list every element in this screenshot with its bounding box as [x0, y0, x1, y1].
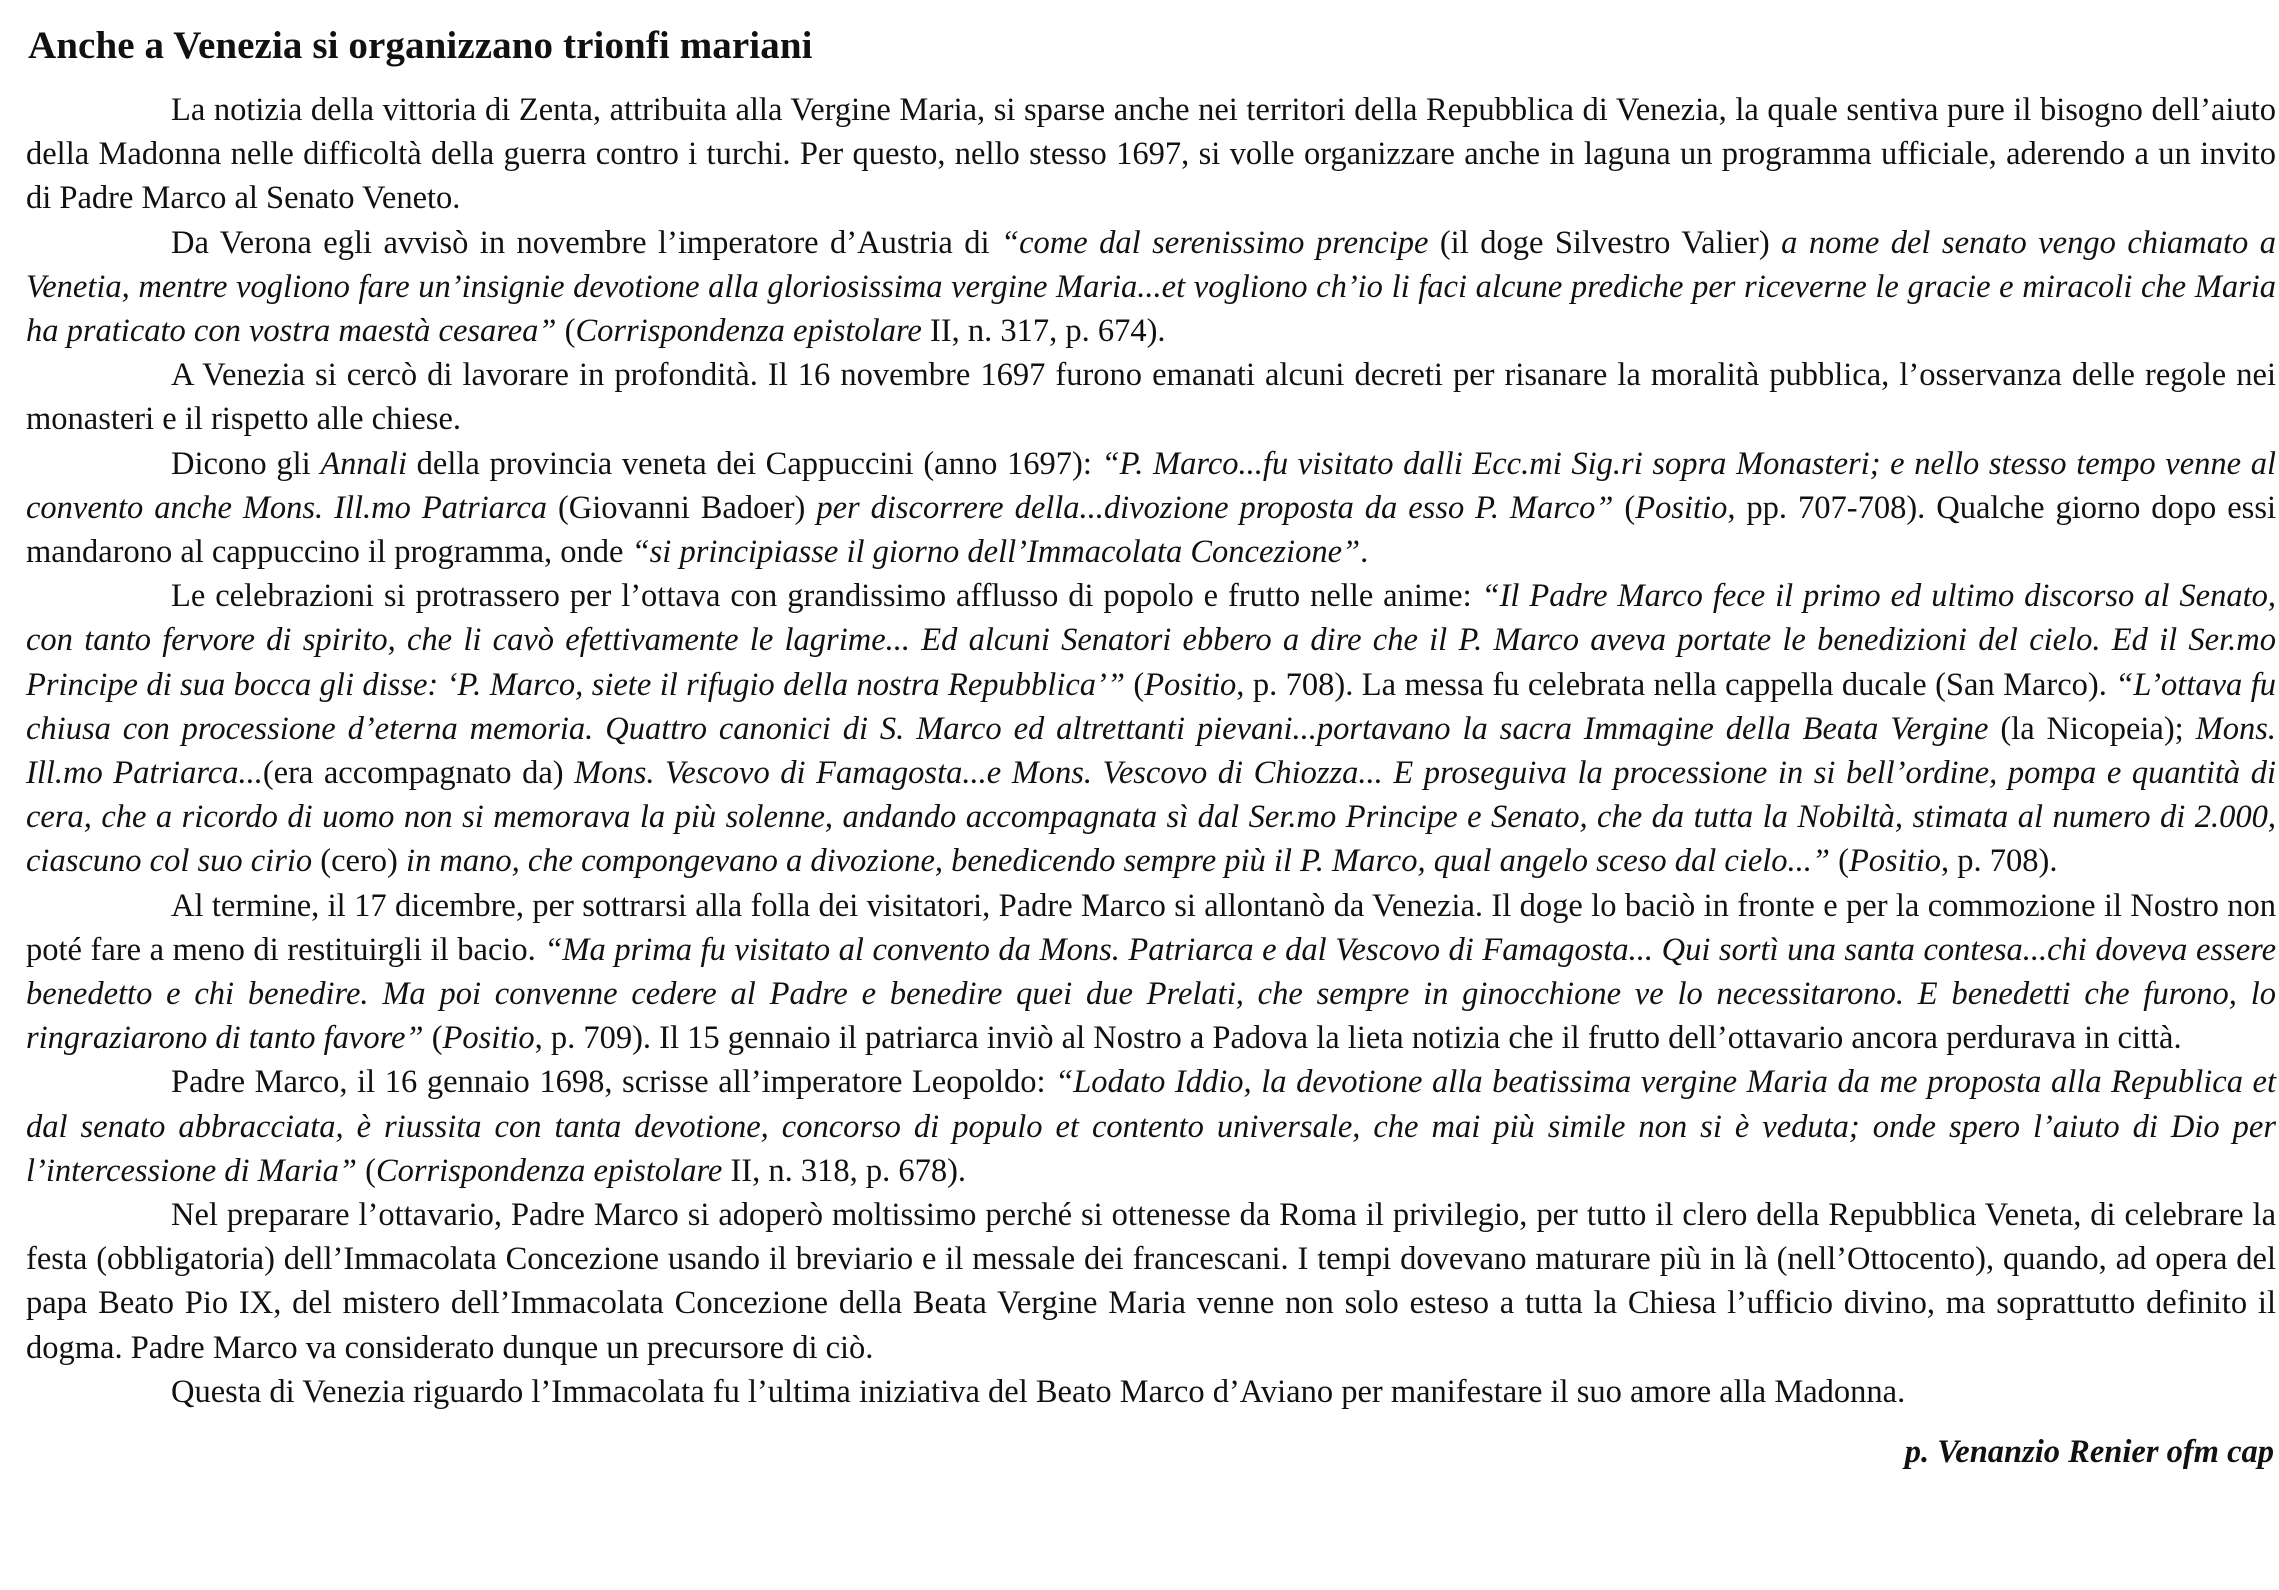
italic-quote-run: Positio [442, 1020, 535, 1057]
text-run: (Giovanni Badoer) [547, 489, 817, 526]
text-run: della provincia veneta dei Cappuccini (anno 1697): [406, 445, 1102, 482]
article-paragraph [26, 1193, 2276, 1370]
italic-quote-run: “L’ottava fu chiusa con processione d’eterna memoria. Quattro canonici di S. Marco ed altrettanti pievani...portavano la sacra Immagine della Beata Vergine [26, 666, 2276, 747]
italic-quote-run: Mons. Ill.mo Patriarca... [26, 710, 2276, 792]
article-paragraph [26, 88, 2276, 221]
italic-quote-run: “si principiasse il giorno dell’Immacolata Concezione” [631, 534, 1361, 571]
text-run: (la Nicopeia); [1988, 710, 2196, 747]
italic-quote-run: Positio [1144, 666, 1237, 703]
text-run: Padre Marco, il 16 gennaio 1698, scrisse all’imperatore Leopoldo: [171, 1064, 1056, 1101]
article-paragraph [26, 353, 2276, 441]
article-paragraph [26, 1370, 2276, 1414]
italic-quote-run: “come dal serenissimo prencipe [1001, 224, 1429, 261]
text-run: Nel preparare l’ottavario, Padre Marco si adoperò moltissimo perché si ottenesse da Roma il privilegio, per tutto il clero della Repubblica Veneta, di celebrare la festa (obbligatoria) dell’Immacolata Concezione usando il breviario e il messale dei francescani. I tempi dovevano maturare più in là (nell’Ottocento), quando, ad opera del papa Beato Pio IX, del mistero dell’Immacolata Concezione della Beata Vergine Maria venne non solo esteso a tutta la Chiesa l’ufficio divino, ma soprattutto definito il dogma. Padre Marco va considerato dunque un precursore di ciò. [26, 1197, 2276, 1366]
text-run: ( [1124, 666, 1145, 703]
text-run: . [1360, 534, 1369, 571]
italic-quote-run: Annali [320, 445, 407, 482]
text-run: Dicono gli [171, 445, 321, 482]
italic-quote-run: per discorrere della...divozione proposta da esso P. Marco” [816, 489, 1614, 526]
article-paragraph [26, 1060, 2276, 1193]
text-run: ( [356, 1152, 376, 1189]
text-run: Questa di Venezia riguardo l’Immacolata fu l’ultima iniziativa del Beato Marco d’Aviano per manifestare il suo amore alla Madonna. [171, 1373, 1906, 1410]
article-paragraph [26, 442, 2276, 575]
text-run: ( [556, 313, 576, 350]
article-page [26, 18, 2276, 1474]
text-run: II, n. 318, p. 678). [722, 1152, 967, 1189]
italic-quote-run: Positio [1635, 489, 1728, 526]
text-run: (era accompagnato da) [262, 755, 575, 792]
text-run: , p. 708). [1941, 843, 2058, 880]
text-run: , p. 709). Il 15 gennaio il patriarca inviò al Nostro a Padova la lieta notizia che il frutto dell’ottavario ancora perdurava in città. [534, 1020, 2182, 1057]
italic-quote-run: “P. Marco...fu visitato dalli Ecc.mi Sig.ri sopra Monasteri; e nello stesso tempo venne al convento anche Mons. Ill.mo Patriarca [26, 445, 2277, 526]
text-run: Al termine, il 17 dicembre, per sottrarsi alla folla dei visitatori, Padre Marco si allontanò da Venezia. Il doge lo baciò in fronte e per la commozione il Nostro non poté fare a meno di restituirgli il bacio. [26, 887, 2276, 968]
text-run: ( [423, 1020, 443, 1057]
article-paragraph [26, 221, 2276, 354]
italic-quote-run: a nome del senato vengo chiamato a Venetia, mentre vogliono fare un’insignie devotione alla gloriosissima vergine Maria...et vogliono ch’io li faci alcune prediche per riceverne le gracie e miracoli che Maria ha praticato con vostra maestà cesarea” [26, 224, 2276, 350]
text-run: ( [1829, 843, 1849, 880]
italic-quote-run: Corrispondenza epistolare [575, 313, 922, 350]
article-title: Anche a Venezia si organizzano trionfi mariani [28, 24, 813, 67]
text-run: ( [1613, 489, 1636, 526]
text-run: (il doge Silvestro Valier) [1428, 224, 1782, 261]
text-run: , pp. 707-708). Qualche giorno dopo essi mandarono al cappuccino il programma, onde [26, 489, 2276, 571]
text-run: A Venezia si cercò di lavorare in profondità. Il 16 novembre 1697 furono emanati alcuni decreti per risanare la moralità pubblica, l’osservanza delle regole nei monasteri e il rispetto alle chiese. [26, 357, 2276, 438]
text-run: La notizia della vittoria di Zenta, attribuita alla Vergine Maria, si sparse anche nei territori della Repubblica di Venezia, la quale sentiva pure il bisogno dell’aiuto della Madonna nelle difficoltà della guerra contro i turchi. Per questo, nello stesso 1697, si volle organizzare anche in laguna un programma ufficiale, aderendo a un invito di Padre Marco al Senato Veneto. [26, 92, 2276, 217]
italic-quote-run: “Ma prima fu visitato al convento da Mons. Patriarca e dal Vescovo di Famagosta... Qui sortì una santa contesa...chi doveva essere benedetto e chi benedire. Ma poi convenne cedere al Padre e benedire quei due Prelati, che sempre in ginocchione ve lo necessitarono. E benedetti che furono, lo ringraziarono di tanto favore” [26, 931, 2276, 1057]
text-run: (cero) [312, 843, 406, 880]
text-run: II, n. 317, p. 674). [921, 313, 1166, 350]
italic-quote-run: “Lodato Iddio, la devotione alla beatissima vergine Maria da me proposta alla Republica et dal senato abbracciata, è riussita con tanta devotione, concorso di populo et contento universale, che mai più simile non si è veduta; onde spero l’aiuto di Dio per l’intercessione di Maria” [26, 1064, 2276, 1189]
article-paragraph [26, 574, 2276, 883]
text-run: Le celebrazioni si protrassero per l’ottava con grandissimo afflusso di popolo e frutto nelle anime: [171, 578, 1482, 615]
italic-quote-run: Mons. Vescovo di Famagosta...e Mons. Vescovo di Chiozza... E proseguiva la processione in si bell’ordine, pompa e quantità di cera, che a ricordo di uomo non si memorava la più solenne, andando accompagnata sì dal Ser.mo Principe e Senato, che da tutta la Nobiltà, stimata al numero di 2.000, ciascuno col suo cirio [26, 755, 2276, 880]
italic-quote-run: Positio [1848, 843, 1942, 880]
author-signature: p. Venanzio Renier ofm cap [1904, 1434, 2274, 1471]
italic-quote-run: in mano, che compongevano a divozione, benedicendo sempre più il P. Marco, qual angelo sceso dal cielo...” [405, 843, 1830, 880]
italic-quote-run: Corrispondenza epistolare [375, 1152, 723, 1189]
italic-quote-run: “Il Padre Marco fece il primo ed ultimo discorso al Senato, con tanto fervore di spirito, che li cavò efettivamente le lagrime... Ed alcuni Senatori ebbero a dire che il P. Marco aveva portate le benedizioni del cielo. Ed il Ser.mo Principe di sua bocca gli disse: ‘P. Marco, siete il rifugio della nostra Repubblica’” [26, 578, 2276, 703]
article-body [26, 88, 2276, 1414]
text-run: , p. 708). La messa fu celebrata nella cappella ducale (San Marco). [1236, 666, 2116, 703]
article-paragraph [26, 884, 2276, 1061]
text-run: Da Verona egli avvisò in novembre l’imperatore d’Austria di [171, 224, 1002, 261]
